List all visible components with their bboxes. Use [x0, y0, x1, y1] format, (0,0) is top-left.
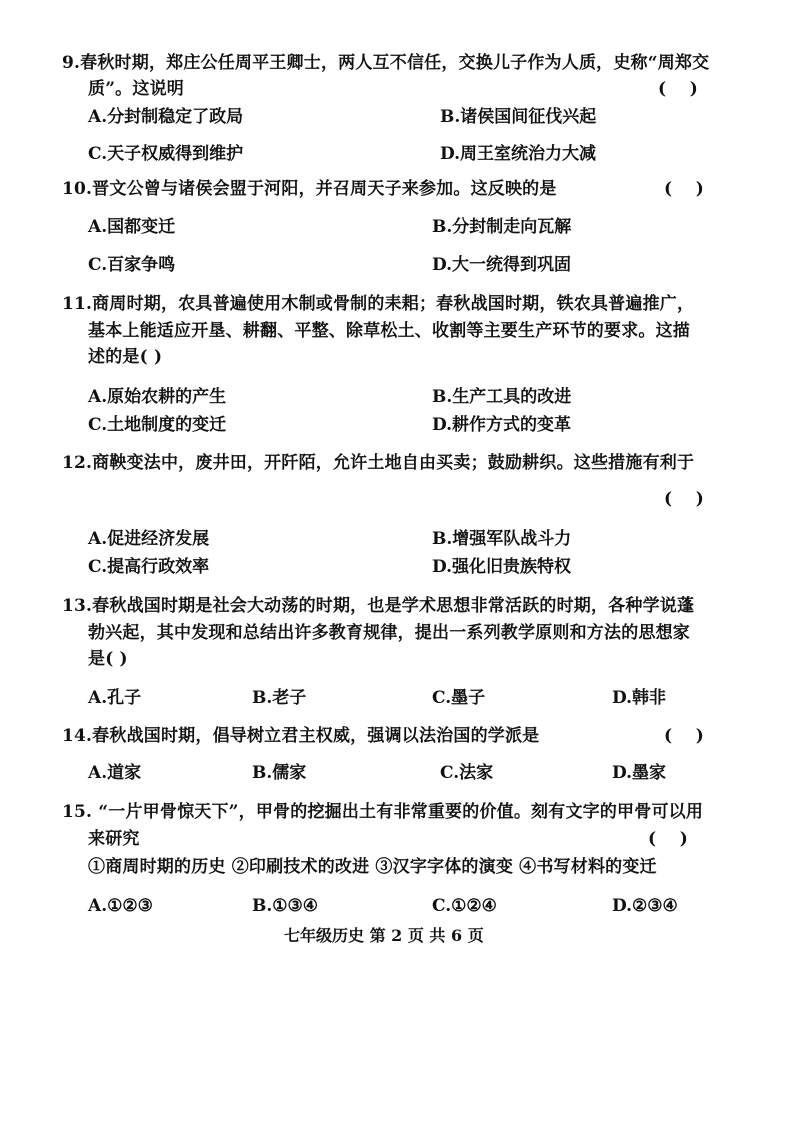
question-text-line: 12.商鞅变法中，废井田，开阡陌，允许土地自由买卖；鼓励耕织。这些措施有利于: [62, 453, 695, 473]
option-b: B.儒家: [252, 763, 307, 783]
question-text-line: 13.春秋战国时期是社会大动荡的时期，也是学术思想非常活跃的时期，各种学说蓬: [62, 596, 695, 616]
question-text-line: 来研究: [88, 829, 140, 849]
question-text-line: 勃兴起，其中发现和总结出许多教育规律，提出一系列教学原则和方法的思想家: [88, 623, 690, 643]
option-a: A.①②③: [88, 896, 153, 916]
option-b: B.增强军队战斗力: [432, 529, 572, 549]
answer-blank: ( ): [648, 829, 688, 849]
question-text-line: 是( ): [88, 649, 128, 669]
answer-blank: ( ): [658, 79, 698, 99]
page-footer: 七年级历史 第 2 页 共 6 页: [284, 926, 484, 945]
option-a: A.分封制稳定了政局: [88, 107, 244, 127]
question-text-line: 述的是( ): [88, 347, 163, 367]
answer-blank: ( ): [664, 726, 704, 746]
answer-blank: ( ): [664, 179, 704, 199]
option-c: C.法家: [440, 763, 494, 783]
option-c: C.提高行政效率: [88, 557, 210, 577]
option-c: C.土地制度的变迁: [88, 415, 227, 435]
option-b: B.分封制走向瓦解: [432, 217, 572, 237]
option-b: B.①③④: [252, 896, 319, 916]
question-text-line: 10.晋文公曾与诸侯会盟于河阳，并召周天子来参加。这反映的是: [62, 179, 557, 199]
question-text-line: 14.春秋战国时期，倡导树立君主权威，强调以法治国的学派是: [62, 726, 540, 746]
option-a: A.国都变迁: [88, 217, 176, 237]
option-a: A.道家: [88, 763, 142, 783]
option-c: C.①②④: [432, 896, 497, 916]
question-text-line: 质”。这说明: [88, 79, 184, 99]
option-a: A.孔子: [88, 688, 142, 708]
option-d: D.大一统得到巩固: [432, 255, 572, 275]
option-c: C.天子权威得到维护: [88, 144, 244, 164]
option-d: D.强化旧贵族特权: [432, 557, 572, 577]
option-a: A.促进经济发展: [88, 529, 210, 549]
option-d: D.韩非: [612, 688, 667, 708]
option-d: D.周王室统治力大减: [440, 144, 597, 164]
question-text-line: 15. “一片甲骨惊天下”，甲骨的挖掘出土有非常重要的价值。刻有文字的甲骨可以用: [62, 802, 704, 822]
statement-list: ①商周时期的历史 ②印刷技术的改进 ③汉字字体的演变 ④书写材料的变迁: [88, 857, 657, 877]
option-d: D.耕作方式的变革: [432, 415, 572, 435]
option-c: C.百家争鸣: [88, 255, 176, 275]
question-text-line: 基本上能适应开垦、耕翻、平整、除草松土、收割等主要生产环节的要求。这描: [88, 321, 690, 341]
option-c: C.墨子: [432, 688, 486, 708]
option-b: B.诸侯国间征伐兴起: [440, 107, 597, 127]
option-a: A.原始农耕的产生: [88, 387, 227, 407]
question-text-line: 11.商周时期，农具普遍使用木制或骨制的耒耜；春秋战国时期，铁农具普遍推广，: [62, 294, 695, 314]
option-b: B.生产工具的改进: [432, 387, 572, 407]
option-d: D.②③④: [612, 896, 678, 916]
option-b: B.老子: [252, 688, 307, 708]
question-text-line: 9.春秋时期，郑庄公任周平王卿士，两人互不信任，交换儿子作为人质，史称“周郑交: [62, 53, 710, 73]
answer-blank: ( ): [664, 489, 704, 509]
option-d: D.墨家: [612, 763, 667, 783]
